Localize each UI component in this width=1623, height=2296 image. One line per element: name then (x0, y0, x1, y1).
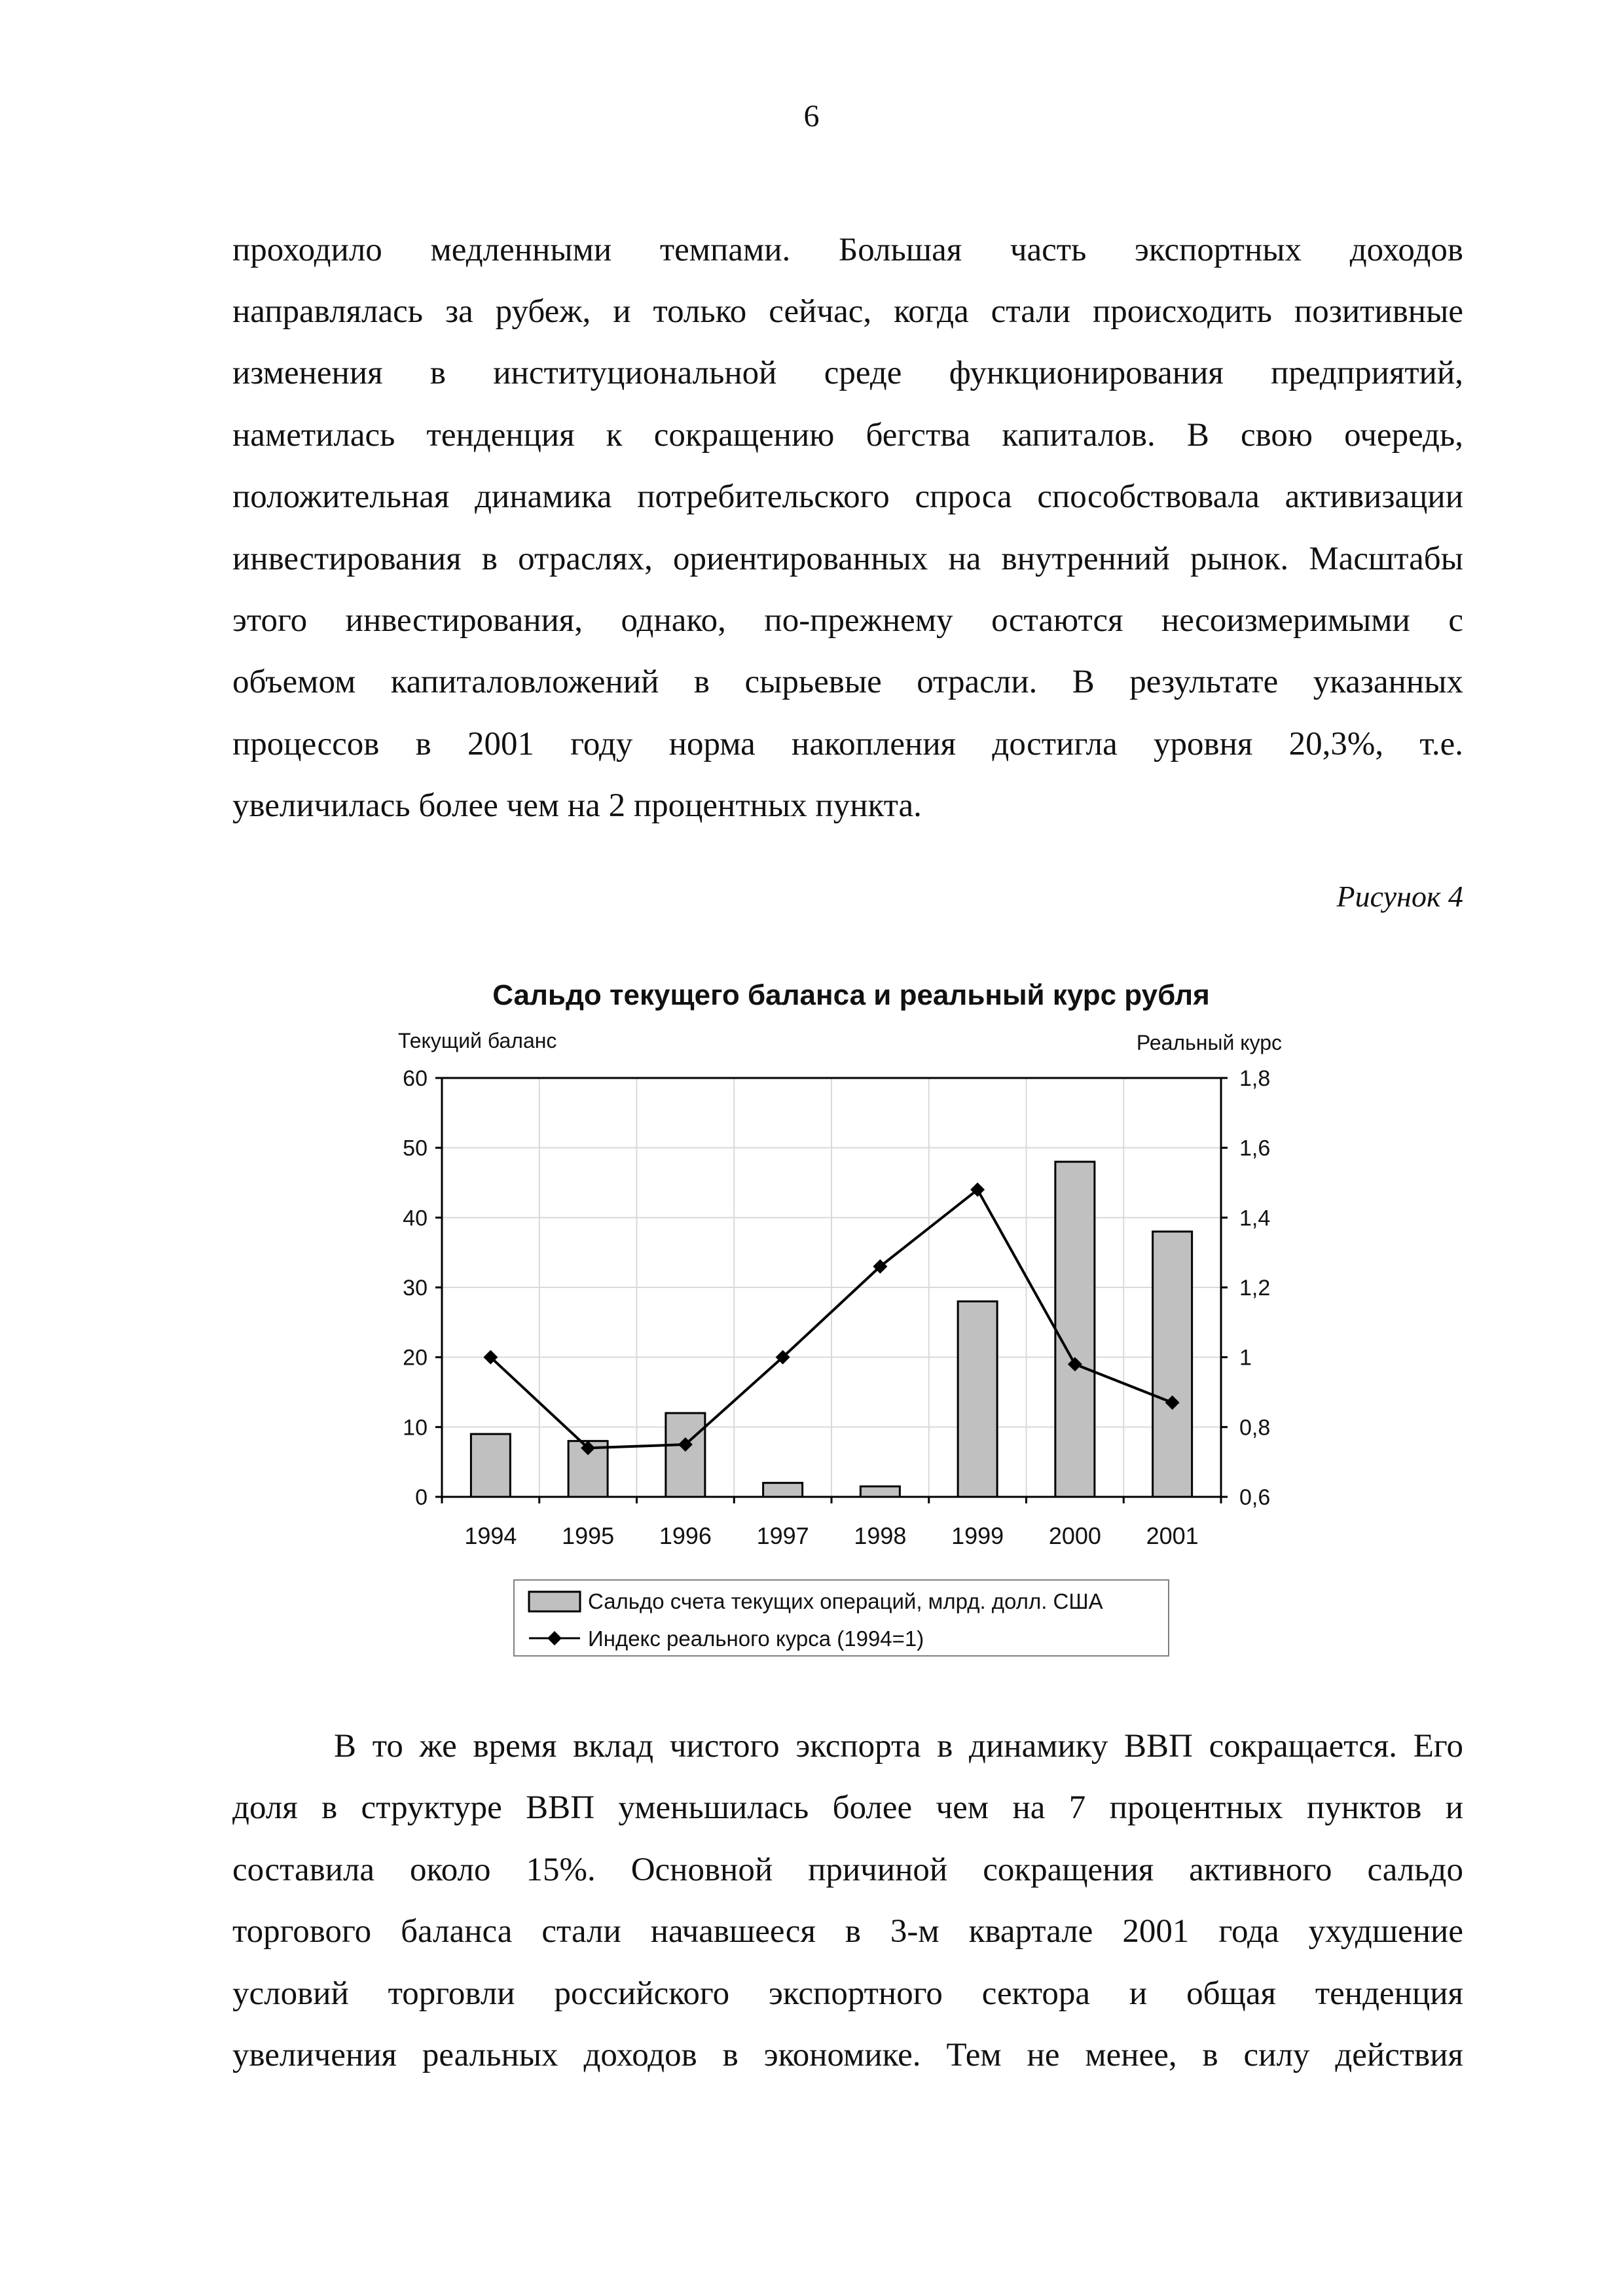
right-tick-label: 1 (1239, 1345, 1252, 1371)
left-tick-label: 60 (403, 1066, 428, 1091)
right-tick-label: 1,2 (1239, 1276, 1271, 1300)
bar (860, 1486, 900, 1497)
chart-title: Сальдо текущего баланса и реальный курс рубля (492, 979, 1210, 1011)
right-tick-label: 1,8 (1239, 1066, 1271, 1091)
legend (514, 1580, 1169, 1656)
right-tick-label: 1,6 (1239, 1136, 1271, 1161)
category-label: 1996 (659, 1522, 712, 1549)
left-tick-label: 10 (403, 1415, 428, 1441)
text-line: направлялась за рубеж, и только сейчас, когда стали происходить позитивные (232, 293, 1463, 330)
text-line: процессов в 2001 году норма накопления достигла уровня 20,3%, т.е. (232, 726, 1463, 762)
text-line: В то же время вклад чистого экспорта в динамику ВВП сокращается. Его (334, 1728, 1463, 1765)
left-axis-ticks (403, 1066, 442, 1510)
category-label: 2001 (1146, 1522, 1199, 1549)
text-line: проходило медленными темпами. Большая часть экспортных доходов (232, 232, 1463, 268)
page-number: 6 (803, 99, 820, 134)
bar (958, 1301, 997, 1497)
right-tick-label: 0,8 (1239, 1415, 1271, 1441)
left-tick-label: 40 (403, 1206, 428, 1231)
text-line: наметилась тенденция к сокращению бегства капиталов. В свою очередь, (232, 417, 1463, 454)
legend-bar-label: Сальдо счета текущих операций, млрд. долл. США (588, 1589, 1103, 1613)
category-label: 1999 (951, 1522, 1004, 1549)
left-tick-label: 50 (403, 1136, 428, 1161)
text-line: изменения в институциональной среде функционирования предприятий, (232, 355, 1463, 391)
right-tick-label: 1,4 (1239, 1206, 1271, 1231)
left-tick-label: 0 (415, 1485, 428, 1510)
category-label: 2000 (1048, 1522, 1101, 1549)
text-line: доля в структуре ВВП уменьшилась более чем на 7 процентных пунктов и (232, 1789, 1463, 1826)
right-tick-label: 0,6 (1239, 1485, 1271, 1510)
left-tick-label: 30 (403, 1276, 428, 1300)
category-axis-ticks (442, 1497, 1221, 1549)
text-line: инвестирования в отраслях, ориентированных на внутренний рынок. Масштабы (232, 541, 1463, 577)
category-label: 1995 (562, 1522, 615, 1549)
category-label: 1994 (464, 1522, 517, 1549)
bar (1153, 1232, 1192, 1497)
bar (763, 1483, 803, 1497)
right-axis-ticks (1221, 1066, 1270, 1510)
category-label: 1997 (756, 1522, 809, 1549)
text-line: объемом капиталовложений в сырьевые отрасли. В результате указанных (232, 664, 1463, 700)
bar (1055, 1162, 1095, 1497)
text-line: составила около 15%. Основной причиной сокращения активного сальдо (232, 1852, 1463, 1888)
left-tick-label: 20 (403, 1345, 428, 1371)
text-line: увеличилась более чем на 2 процентных пункта. (232, 787, 922, 824)
legend-line-label: Индекс реального курса (1994=1) (588, 1626, 924, 1651)
text-line: торгового баланса стали начавшееся в 3-м квартале 2001 года ухудшение (232, 1913, 1463, 1950)
text-line: увеличения реальных доходов в экономике. Тем не менее, в силу действия (232, 2037, 1463, 2073)
text-line: условий торговли российского экспортного сектора и общая тенденция (232, 1975, 1463, 2012)
legend-bar-swatch (529, 1592, 580, 1611)
right-axis-label: Реальный курс (1136, 1031, 1282, 1054)
grid (442, 1078, 1221, 1497)
category-label: 1998 (854, 1522, 907, 1549)
figure-caption: Рисунок 4 (1336, 880, 1463, 913)
bar (666, 1413, 705, 1497)
text-line: положительная динамика потребительского спроса способствовала активизации (232, 478, 1463, 515)
left-axis-label: Текущий баланс (398, 1029, 557, 1052)
text-line: этого инвестирования, однако, по-прежнему остаются несоизмеримыми с (232, 602, 1463, 639)
bar (471, 1434, 510, 1497)
chart (380, 962, 1322, 1682)
